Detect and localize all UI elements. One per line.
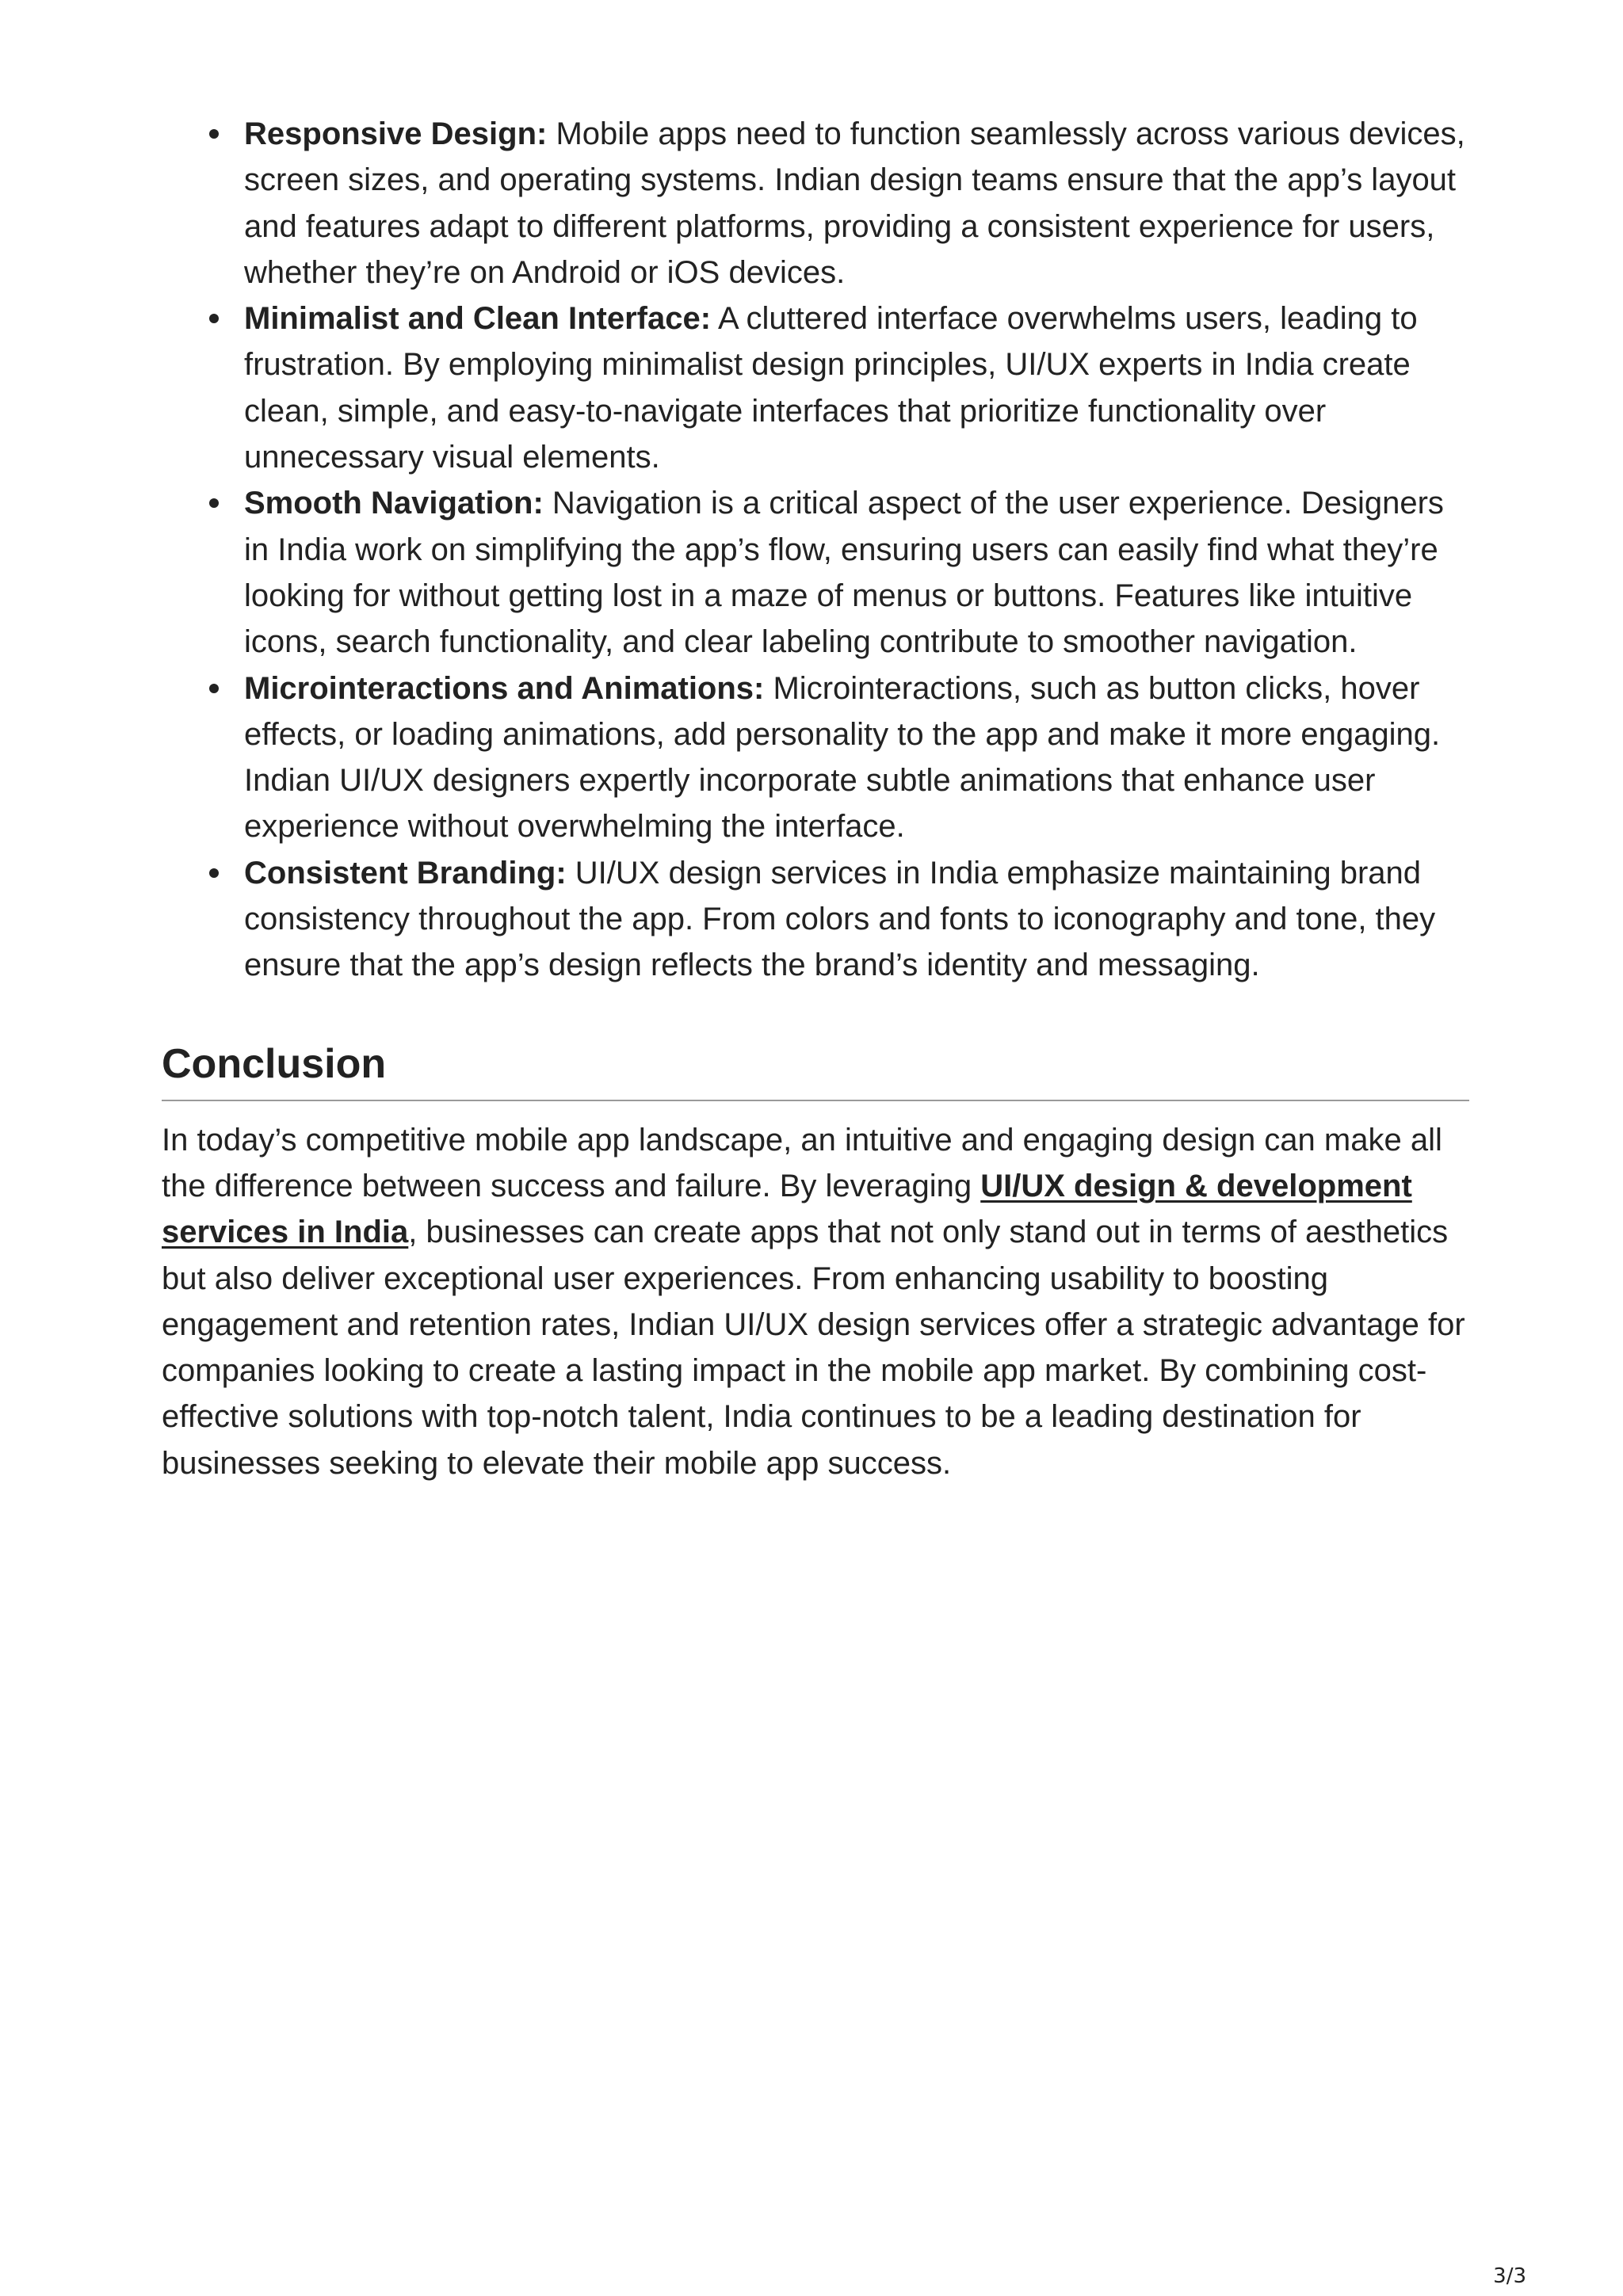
list-item [244,666,1469,850]
list-item [244,480,1469,665]
page-number: 3/3 [1493,2264,1526,2288]
conclusion-text-after-link: , businesses can create apps that not only stand out in terms of aesthetics but also deliver exceptional user experiences. From enhancing usability to boosting engagement and retention rates, Indian UI/UX design services offer a strategic advantage for companies looking to create a lasting impact in the mobile app market. By combining cost-effective solutions with top-notch talent, India continues to be a leading destination for businesses seeking to elevate their mobile app success. [162,1215,1465,1481]
feature-text: Navigation is a critical aspect of the user experience. Designers in India work on simplifying the app’s flow, ensuring users can easily find what they’re looking for without getting lost in a maze of menus or buttons. Features like intuitive icons, search functionality, and clear labeling contribute to smoother navigation. [244,486,1444,660]
feature-text: Microinteractions, such as button clicks, hover effects, or loading animations, add personality to the app and make it more engaging. Indian UI/UX designers expertly incorporate subtle animations that enhance user experience without overwhelming the interface. [244,670,1441,845]
bullet-icon [209,684,219,693]
feature-list [162,111,1469,989]
feature-title: Responsive Design: [244,116,548,151]
bullet-icon [209,129,219,139]
bullet-icon [209,868,219,878]
feature-title: Smooth Navigation: [244,486,544,521]
feature-title: Microinteractions and Animations: [244,670,765,706]
conclusion-text-before-link: In today’s competitive mobile app landscape, an intuitive and engaging design can make all the difference between success and failure. By leveraging [162,1122,1442,1203]
feature-title: Consistent Branding: [244,855,567,891]
list-item [244,296,1469,480]
bullet-icon [209,498,219,508]
conclusion-paragraph [162,1117,1469,1486]
feature-text: Mobile apps need to function seamlessly across various devices, screen sizes, and operating systems. Indian design teams ensure that the app’s layout and features adapt to different platforms, providing a consistent experience for users, whether they’re on Android or iOS devices. [244,116,1465,290]
bullet-icon [209,314,219,323]
feature-title: Minimalist and Clean Interface: [244,301,712,337]
list-item [244,850,1469,989]
feature-text: A cluttered interface overwhelms users, leading to frustration. By employing minimalist design principles, UI/UX experts in India create clean, simple, and easy-to-navigate interfaces that prioritize functionality over unnecessary visual elements. [244,301,1418,475]
article-content [162,111,1469,1486]
feature-text: UI/UX design services in India emphasize maintaining brand consistency throughout the app. From colors and fonts to iconography and tone, they ensure that the app’s design reflects the brand’s identity and messaging. [244,855,1436,983]
list-item [244,111,1469,296]
services-link[interactable]: UI/UX design & development services in India [162,1168,1412,1250]
conclusion-heading: Conclusion [162,1039,1469,1101]
